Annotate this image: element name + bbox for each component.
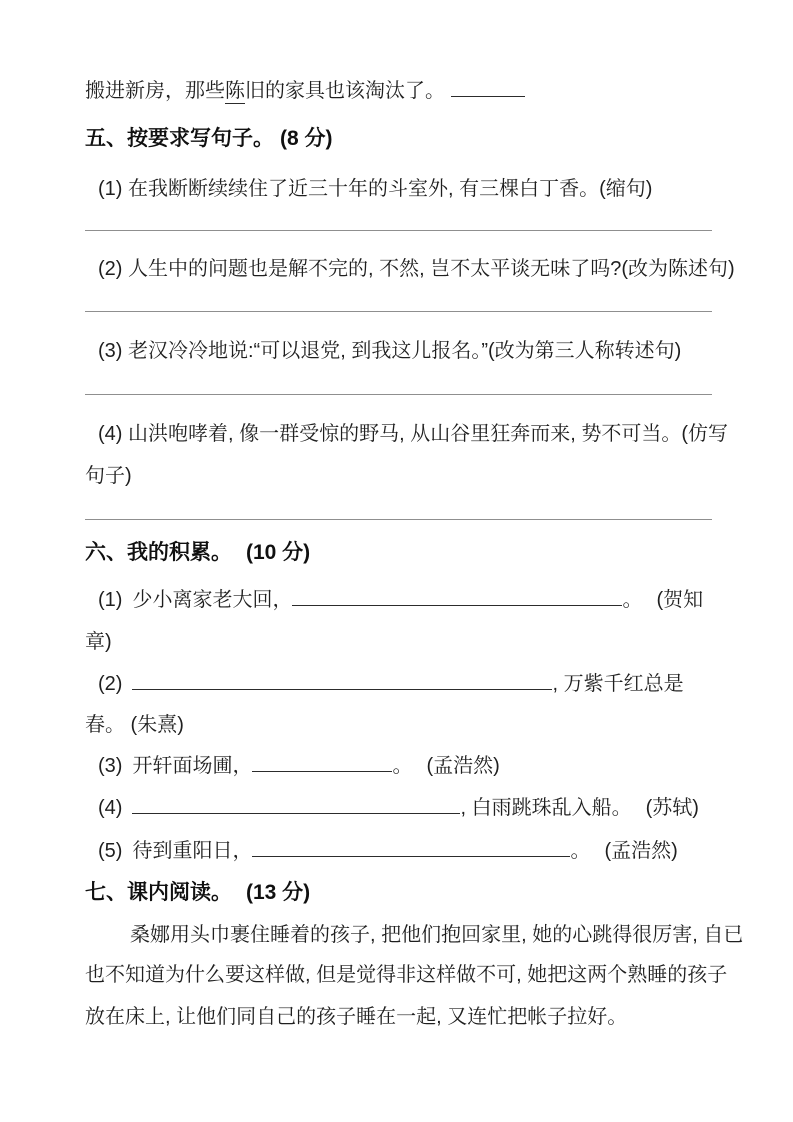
answer-blank: [252, 769, 392, 772]
item-text-pre: 开轩面场圃，: [132, 755, 253, 777]
answer-line: [85, 519, 712, 520]
intro-text-pre: 搬进新房，那些: [85, 80, 225, 102]
item-number: (5): [98, 840, 123, 862]
fill-blank-item-2-wrap: 春。 (朱熹): [85, 714, 184, 736]
item-author: (贺知: [656, 589, 704, 611]
section5-question1: (1) 在我断断续续住了近三十年的斗室外, 有三棵白丁香。(缩句): [98, 178, 653, 200]
reading-paragraph-line3: 放在床上, 让他们同自己的孩子睡在一起, 又连忙把帐子拉好。: [85, 1006, 628, 1028]
item-number: (3): [98, 755, 123, 777]
item-text-pre: 少小离家老大回，: [132, 589, 293, 611]
item-text-post: 。: [622, 589, 643, 611]
section5-question4-line1: (4) 山洪咆哮着, 像一群受惊的野马, 从山谷里狂奔而来, 势不可当。(仿写: [98, 423, 728, 445]
section6-heading: [85, 540, 310, 566]
underlined-word: 陈: [225, 80, 245, 102]
item-text-pre: 待到重阳日，: [132, 840, 253, 862]
section7-title: 七、课内阅读。: [85, 881, 232, 904]
fill-blank-item-1: [98, 587, 703, 613]
item-number: (2): [98, 673, 123, 695]
item-author: (孟浩然): [426, 755, 500, 777]
answer-blank: [252, 854, 570, 857]
fill-blank-item-4: [98, 795, 699, 821]
item-text-post: 。: [570, 840, 591, 862]
section6-score: (10 分): [246, 541, 311, 564]
section6-title: 六、我的积累。: [85, 541, 232, 564]
answer-blank: [292, 603, 622, 606]
item-number: (1): [98, 589, 123, 611]
intro-sentence: [85, 78, 525, 104]
item-author: (苏轼): [645, 797, 699, 819]
fill-blank-item-3: [98, 753, 500, 779]
section5-title: 五、按要求写句子。: [85, 127, 274, 150]
answer-line: [85, 394, 712, 395]
fill-blank-item-5: [98, 838, 678, 864]
answer-line: [85, 230, 712, 231]
item-text-post: , 万紫千红总是: [552, 673, 684, 695]
answer-blank: [132, 687, 552, 690]
answer-blank: [132, 811, 460, 814]
reading-paragraph-line2: 也不知道为什么要这样做, 但是觉得非这样做不可, 她把这两个熟睡的孩子: [85, 964, 728, 986]
reading-paragraph-line1: 桑娜用头巾裹住睡着的孩子, 把他们抱回家里, 她的心跳得很厉害, 自已: [130, 924, 744, 946]
section5-heading: [85, 126, 333, 152]
item-author: (孟浩然): [604, 840, 678, 862]
section5-question2: (2) 人生中的问题也是解不完的, 不然, 岂不太平谈无味了吗?(改为陈述句): [98, 258, 735, 280]
section5-question3: (3) 老汉冷冷地说:“可以退党, 到我这儿报名。”(改为第三人称转述句): [98, 340, 682, 362]
answer-line: [85, 311, 712, 312]
item-text-post: 。: [392, 755, 413, 777]
section7-score: (13 分): [246, 881, 311, 904]
fill-blank-item-2: [98, 671, 684, 697]
section5-score: (8 分): [280, 127, 333, 150]
intro-text-post: 旧的家具也该淘汰了。: [245, 80, 445, 102]
section5-question4-line2: 句子): [85, 465, 132, 487]
answer-blank: [451, 94, 525, 97]
section7-heading: [85, 880, 310, 906]
item-text-post: , 白雨跳珠乱入船。: [460, 797, 632, 819]
item-number: (4): [98, 797, 123, 819]
fill-blank-item-1-wrap: 章): [85, 631, 112, 653]
